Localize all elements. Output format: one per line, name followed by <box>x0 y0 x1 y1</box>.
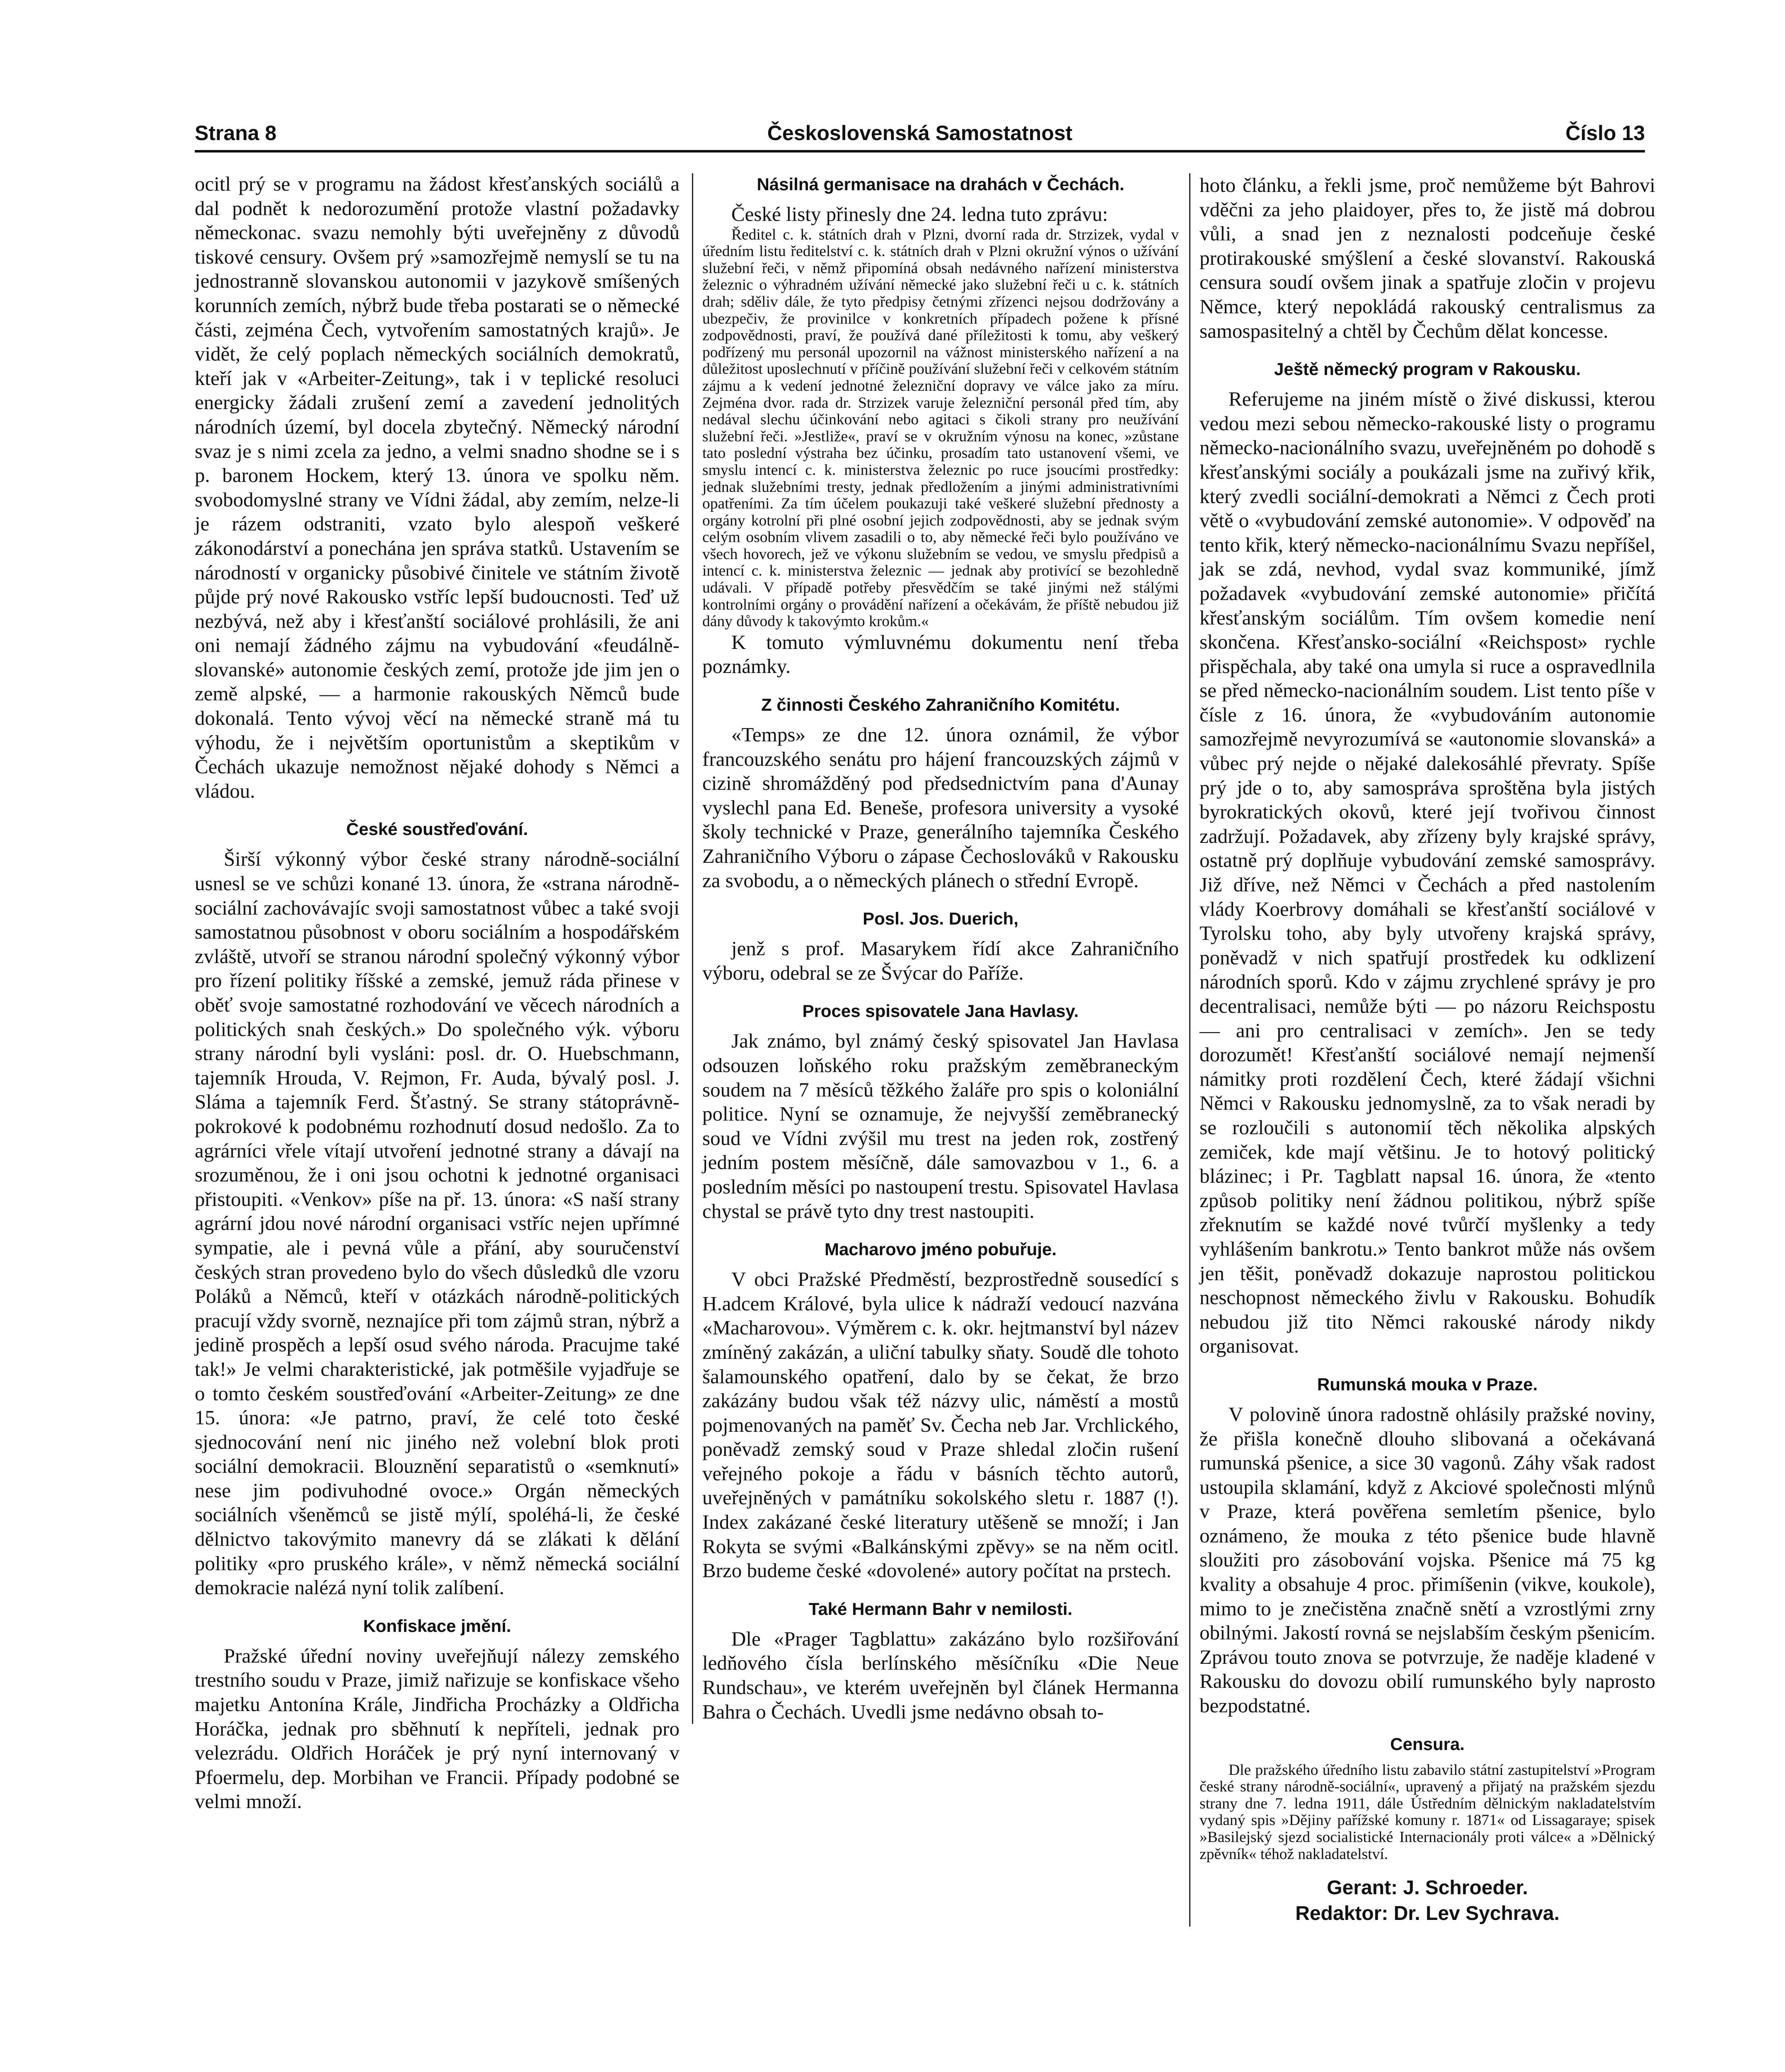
signature-block <box>1200 1875 1655 1927</box>
headline-rumunska-mouka: Rumunská mouka v Praze. <box>1317 1374 1538 1394</box>
article-hermann-bahr: Dle «Prager Tagblattu» zakázáno bylo rozšiřování ledňového čísla berlínského měsíčníku «Die Neue Rundschau», ve kterém uveřejněn byl článek Hermanna Bahra o Čechách. Uvedli jsme nedávno obsah to- <box>702 1627 1179 1723</box>
column-left <box>195 172 680 1814</box>
article-ceske-soustredovani: Širší výkonný výbor české strany národně-sociální usnesl se ve schůzi konané 13. února, že «strana národně-sociální zachovávajíc svoji samostatnost vůbec a také svoji samostatnou působnost v oboru sociálním a hospodářském zvláště, utvoří se stranou národní společný výkonný výbor pro řízení politiky říšské a zemské, jemuž ráda přinese v oběť svoje samostatné rozhodování ve věcech národních a politických snah českých.» Do společného výk. výboru strany národní byli vysláni: posl. dr. O. Huebschmann, tajemník Hrouda, V. Rejmon, Fr. Auda, bývalý posl. J. Sláma a tajemník Ferd. Šťastný. Se strany státoprávně-pokrokové k podobnému rozhodnutí dosud nedošlo. Za to agrárníci vřele vítají utvoření jednotné strany a dávají na srozuměnou, že i oni jsou ochotni k jednotné organisaci přistoupiti. «Venkov» píše na př. 13. února: «S naší strany agrární jdou nové národní organisaci vstříc nejen upřímné sympatie, ale i pevná vůle a přání, aby souručenství českých stran provedeno bylo do všech důsledků dle vzoru Poláků a Němců, kteří v otázkách národně-politických pracují vždy svorně, neznajíce při tom zájmů stran, nýbrž a jedině prospěch a lepší osud svého národa. Pracujme také tak!» Je velmi charakteristické, jak potměšile vyjadřuje se o tomto českém soustřeďování «Arbeiter-Zeitung» ze dne 15. února: «Je patrno, praví, že celé toto české sjednocování není nic jiného než volební blok proti sociální demokracii. Blouznění separatistů o «semknutí» nese jim podivuhodné ovoce.» Orgán německých sociálních všeněmců se jistě mýlí, spoléhá-li, že české dělnictvo takovýmito manevry dá se zlákati k dělání politiky «pro pruského krále», v němž německá sociální demokracie nalézá nyní tolik zalíbení. <box>195 847 680 1599</box>
page-number: Strana 8 <box>195 121 277 145</box>
article-continuation: ocitl prý se v programu na žádost křesťanských sociálů a dal podnět k nedorozumění protože vlastní požadavky německonac. svazu nemohly býti uveřejněny z důvodů tiskové censury. Ovšem prý »samozřejmě nemyslí se tu na jednostranně slovanskou autonomii v jazykově smíšených korunních zemích, nýbrž bude třeba postarati se o německé části, zejména Čech, vytvořením samostatných krajů». Je vidět, že celý poplach německých sociálních demokratů, kteří jak v «Arbeiter-Zeitung», tak i v teplické resoluci energicky žádali zrušení zemí a zavedení jednolitých národních území, byl docela zbytečný. Německý národní svaz je s nimi zcela za jedno, a velmi snadno shodne se i s p. baronem Hockem, který 13. února ve spolku něm. svobodomyslné strany ve Vídni žádal, aby zemím, nelze-li je rázem odstraniti, vzato bylo alespoň veškeré zákonodárství a ponechána jen správa statků. Ustavením se národností v organicky působivé činitele ve státním životě půjde prý nové Rakousko vstříc lepší budoucnosti. Teď už nezbývá, než aby i křesťanští sociálové prohlásili, že ani oni nemají žádného zájmu na vybudování «feudálně-slovanské» autonomie českých zemí, protože jde jim jen o země alpské, — a harmonie rakouských Němců bude dokonalá. Tento vývoj věcí na německé straně má tu výhodu, že i největším oportunistům a skeptikům v Čechách ukazuje nemožnost nějaké dohody s Němci a vládou. <box>195 172 680 802</box>
headline-nemecky-program: Ještě německý program v Rakousku. <box>1274 359 1581 379</box>
headline-ceske-soustredovani: České soustřeďování. <box>346 819 528 839</box>
article-rumunska-mouka: V polovině února radostně ohlásily pražské noviny, že přišla konečně dlouho slibovaná a očekávaná rumunská pšenice, a sice 30 vagonů. Záhy však radost ustoupila sklamání, když z Akciové společnosti mlýnů v Praze, která pověřena semletím pšenice, bylo oznámeno, že mouka z této pšenice bude hlavně sloužiti pro zásobování vojska. Pšenice má 75 kg kvality a obsahuje 4 proc. přimíšenin (vikve, koukole), mimo to je znečistěna značně snětí a vzrostlými zrny obilnými. Jakostí rovná se nejslabším českým pšenicím. Zprávou touto znova se potvrzuje, že naděje kladené v Rakousku do dovozu obilí rumunského byly naprosto bezpodstatné. <box>1200 1402 1655 1717</box>
column-right <box>1189 173 1655 1927</box>
article-havlasa: Jak známo, byl známý český spisovatel Jan Havlasa odsouzen loňského roku pražským zeměbraneckým soudem na 7 měsíců těžkého žaláře pro spis o koloniální politice. Nyní se oznamuje, že nejvyšší zeměbranecký soud ve Vídni zvýšil mu trest na jeden rok, zostřený jedním postem měsíčně, dále samovazbou v 1., 6. a posledním měsíci po nastoupení trestu. Spisovatel Havlasa chystal se právě tyto dny trest nastoupiti. <box>702 1029 1179 1222</box>
headline-censura: Censura. <box>1390 1734 1465 1754</box>
headline-nasilna-germanisace: Násilná germanisace na drahách v Čechách. <box>757 174 1125 194</box>
newspaper-title: Československá Samostatnost <box>767 121 1073 145</box>
header-rule <box>195 150 1645 152</box>
page-header <box>195 121 1645 154</box>
article-nemecky-program: Referujeme na jiném místě o živé diskussi, kterou vedou mezi sebou německo-rakouské listy o programu německo-nacionálního svazu, uveřejněném po dohodě s křesťanskými sociály a poukázali jsme na zuřivý křik, který zvedli sociální-demokrati a Němci z Čech proti větě o «vybudování zemské autonomie». V odpověď na tento křik, který německo-nacionálnímu Svazu nepříšel, jak se zdá, nevhod, vydal svaz kommuniké, jímž požadavek «vybudování zemské autonomie» přičítá křesťanským sociálům. Tím ovšem komedie není skončena. Křesťansko-sociální «Reichspost» rychle přispěchala, aby také ona umyla si ruce a ospravedlnila se před německo-nacionálním soudem. List tento píše v čísle z 16. února, že «vybudováním autonomie samozřejmě nevyrozumívá se «autonomie slovanská» a vůbec prý nejde o nějaké dalekosáhlé převraty. Spíše prý jde o to, aby samospráva sproštěna byla jistých byrokratických okovů, které její tvořivou činnost zadržují. Požadavek, aby zřízeny byly krajské správy, ostatně prý doplňuje vybudování zemské samosprávy. Již dříve, než Němci v Čechách a před nastolením vlády Koerbrovy domáhali se křesťanští sociálové v Tyrolsku toho, aby byly utvořeny krajská správy, poněvadž v nich spatřují prostředek ku odklizení národních sporů. Kdo v zájmu zrychlené správy je pro decentralisaci, nemůže býti — po názoru Reichspostu — ani pro centralisaci v zemích». Jen se tedy dorozumět! Křesťanští sociálové nemají nejmenší námitky proti rozdělení Čech, které žádají všichni Němci v Rakousku jednomyslně, za to však neradi by se rozloučili s autonomií těch několika alpských zemiček, kde mají většinu. Je to hotový politický blázinec; i Pr. Tagblatt napsal 16. února, že «tento způsob politiky není žádnou politikou, nýbrž spíše zřeknutím se každé nové tvůrčí myšlenky a tedy vyhlášením bankrotu.» Tento bankrot může nás ovšem jen těšit, poněvadž dokazuje naprostou politickou neschopnost německého živlu v Rakousku. Bohudík nebudou již tito Němci rakouské národy nikdy organisovat. <box>1200 387 1655 1358</box>
article-konfiskace-jmeni: Pražské úřední noviny uveřejňují nálezy zemského trestního soudu v Praze, jimiž nařizuje se konfiskace všeho majetku Antonína Krále, Jindřicha Procházky a Oldřicha Horáčka, jednak pro sběhnutí k nepříteli, jednak pro velezrádu. Oldřich Horáček je prý nyní internovaný v Pfoermelu, dep. Morbihan ve Francii. Případy podobné se velmi množí. <box>195 1644 680 1813</box>
signature-gerant: Gerant: J. Schroeder. <box>1327 1877 1528 1899</box>
article-nasilna-germanisace-quote: Ředitel c. k. státních drah v Plzni, dvorní rada dr. Strzizek, vydal v úředním listu ředitelství c. k. státních drah v Plzni okružní výnos o užívání služební řeči, v němž připomíná obsah nedávného nařízení ministerstva železnic o výhradném užívání německé jako služební řeči u c. k. státních drah; sděliv dále, že tyto předpisy četnými zřízenci nejsou dodržovány a ubezpečiv, že provinilce v konkretních případech požene k přísné zodpovědnosti, praví, že používá dané příležitosti k tomu, aby veškerý podřízený mu personál upozornil na vážnost ministerského nařízení a na důležitost uposlechnutí v příčině používání služební řeči v celkovém státním zájmu a k vedení jednotné železniční dopravy ve válce jako za míru. Zejména dvor. rada dr. Strzizek varuje železniční personál před tím, aby nedával slechu účinkování nebo agitaci s čikoli strany pro neužívání služební řeči. »Jestliže«, praví se v okružním výnosu na konec, »zůstane tato poslední výstraha bez účinku, prosadím tato ustanovení všemi, ve smyslu intencí c. k. ministerstva železnic po ruce jsoucími prostředky: jednak služebními tresty, jednak předložením a jinými administrativními opatřeními. Za tím účelem poukazuji také veškeré služební přednosty a orgány kotrolní při plné osobní jejich zodpovědnosti, aby se jednak svým celým osobním vlivem zasadili o to, aby německé řeči bylo používáno ve všech hovorech, jež ve výkonu služebním se vedou, ve smyslu předpisů a intencí c. k. ministerstva železnic — jednak aby protivící se bezohledně udávali. V případě potřeby přesvědčím se také jinými než stálými kontrolními orgány o provádění nařízení a očekávám, že příště nebudou již dány důvody k takovýmto krokům.« <box>702 226 1179 630</box>
headline-hermann-bahr: Také Hermann Bahr v nemilosti. <box>808 1599 1073 1619</box>
headline-zahranicni-komitet: Z činnosti Českého Zahraničního Komitétu. <box>761 695 1120 715</box>
headline-duerich: Posl. Jos. Duerich, <box>863 909 1018 929</box>
headline-havlasa: Proces spisovatele Jana Havlasy. <box>802 1001 1079 1021</box>
article-macharovo-jmeno: V obci Pražské Předměstí, bezprostředně sousedící s H.adcem Králové, byla ulice k nádraží vedoucí nazvána «Macharovou». Výměrem c. k. okr. hejtmanství byl název zmíněný zakázán, a uliční tabulky sňaty. Soudě dle tohoto šalamounského opatření, dalo by se čekat, že brzo zakázány budou však též názvy ulic, náměstí a mostů pojmenovaných na paměť Sv. Čecha neb Jar. Vrchlického, poněvadž zemský soud v Praze shledal zločin rušení veřejného pokoje a řádu v básních těchto autorů, uveřejněných v památníku sokolského sletu r. 1887 (!). Index zakázané české literatury utěšeně se množí; i Jan Rokyta se svými «Balkánskými zpěvy» se na něm ocitl. Brzo budeme české «dovolené» autory počítat na prstech. <box>702 1268 1179 1582</box>
signature-redaktor: Redaktor: Dr. Lev Sychrava. <box>1295 1903 1560 1925</box>
article-hermann-bahr-continued: hoto článku, a řekli jsme, proč nemůžeme být Bahrovi vděčni za jeho plaidoyer, přes to, že jistě má dobrou vůli, a snad jen z neznalosti podceňuje české protirakouské smýšlení a české slovanství. Rakouská censura soudí ovšem jinak a spatřuje zločin v projevu Němce, který nepokládá rakouský centralismus za samospasitelný a chtěl by Čechům dělat koncesse. <box>1200 174 1655 342</box>
article-nasilna-germanisace-note: K tomuto výmluvnému dokumentu není třeba poznámky. <box>702 630 1179 678</box>
issue-number: Číslo 13 <box>1565 121 1645 145</box>
article-zahranicni-komitet: «Temps» ze dne 12. února oznámil, že výbor francouzského senátu pro hájení francouzských zájmů v cizině shromážděný pod předsednictvím pana d'Aunay vyslechl pana Ed. Beneše, profesora university a vysoké školy technické v Praze, generálního tajemníka Českého Zahraničního Výboru o zápase Čechoslováků v Rakousku za svobodu, a o německých plánech o střední Evropě. <box>702 723 1179 892</box>
headline-macharovo-jmeno: Macharovo jméno pobuřuje. <box>824 1239 1057 1259</box>
article-duerich: jenž s prof. Masarykem řídí akce Zahraničního výboru, odebral se ze Švýcar do Paříže. <box>702 937 1179 984</box>
headline-konfiskace-jmeni: Konfiskace jmění. <box>363 1616 511 1636</box>
article-nasilna-germanisace-intro: České listy přinesly dne 24. ledna tuto zprávu: <box>731 203 1108 225</box>
article-censura: Dle pražského úředního listu zabavilo státní zastupitelství »Program české strany národně-sociální«, upravený a přijatý na pražském sjezdu strany dne 7. ledna 1911, dále Ústředním dělnickým nakladatelstvím vydaný spis »Dějiny pařížské komuny r. 1871« od Lissagaraye; spisek »Basilejský sjezd socialistické Internacionály proti válce« a »Dělnický zpěvník« téhož nakladatelství. <box>1200 1761 1655 1863</box>
column-middle <box>692 173 1179 1724</box>
